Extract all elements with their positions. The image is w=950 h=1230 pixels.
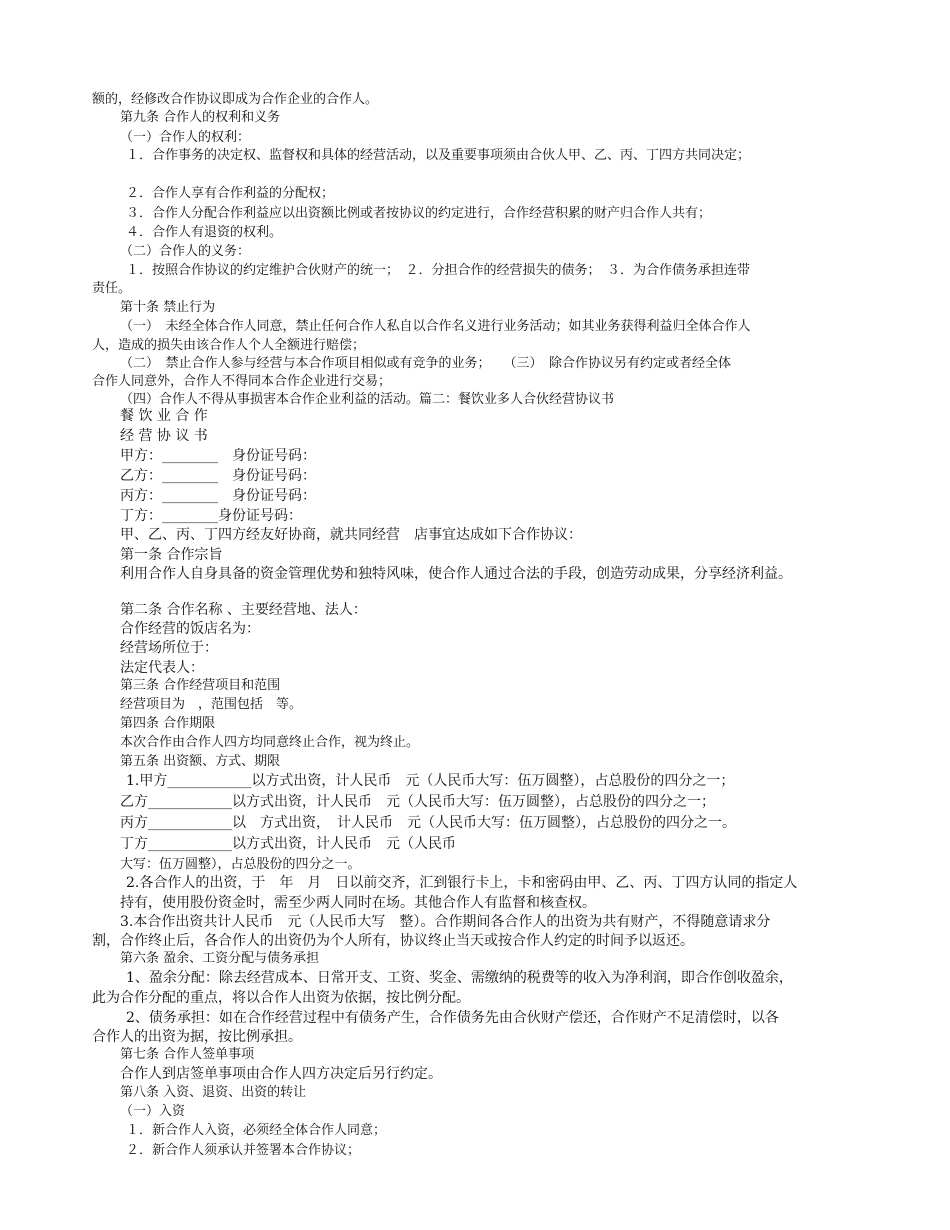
section-heading: 第九条 合作人的权利和义务 [120,110,281,125]
text-line: 大写：伍万圆整），占总股份的四分之一。 [120,857,361,872]
text-line: 利用合作人自身具备的资金管理优势和独特风味，使合作人通过合法的手段，创造劳动成果，分享经济利益。 [120,566,792,582]
text-line: １．合作事务的决定权、监督权和具体的经营活动，以及重要事项须由合伙人甲、乙、丙、丁四方共同决定； [126,148,751,163]
document-title-line2: 经 营 协 议 书 [120,428,208,444]
text-line: 额的，经修改合作协议即成为合作企业的合作人。 [92,92,379,107]
document-title-line1: 餐 饮 业 合 作 [120,408,208,424]
subsection-heading: （二）合作人的义务： [120,244,251,259]
text-line: 2、债务承担：如在合作经营过程中有债务产生，合作债务先由合伙财产偿还，合作财产不足清偿时，以各 [126,1010,779,1026]
text-line: 1、盈余分配：除去经营成本、日常开支、工资、奖金、需缴纳的税费等的收入为净利润，即合作创收盈余， [126,970,793,986]
section-heading: 第八条 入资、退资、出资的转让 [120,1085,307,1100]
text-line: 合作人到店签单事项由合作人四方决定后另行约定。 [120,1066,442,1082]
text-line: ４．合作人有退资的权利。 [126,225,283,240]
text-line: 合作人的出资为据，按比例承担。 [92,1029,302,1045]
text-line: 经营项目为 ，范围包括 等。 [120,697,303,712]
text-line: 割，合作终止后，各合作人的出资仍为个人所有，协议终止当天或按合作人约定的时间予以返还。 [92,933,694,949]
text-line: （一） 未经全体合作人同意，禁止任何合作人私自以合作名义进行业务活动；如其业务获得利益归全体合作人 [120,319,751,334]
section-heading: 第二条 合作名称 、主要经营地、法人： [120,602,367,618]
text-line: 3.本合作出资共计人民币 元（人民币大写 整）。合作期间各合作人的出资为共有财产，不得随意请求分 [120,914,771,930]
section-heading: 第四条 合作期限 [120,716,216,731]
text-line: 合作人同意外，合作人不得同本合作企业进行交易； [92,374,392,389]
subsection-heading: （一）入资 [120,1104,186,1119]
text-line: 合作经营的饭店名为： [120,621,260,637]
text-line: １．按照合作协议的约定维护合伙财产的统一； ２．分担合作的经营损失的债务； ３．为合作债务承担连带 [126,263,751,278]
party-jia: 甲方：________ 身份证号码： [120,448,316,464]
text-line: 责任。 [92,281,132,296]
section-heading: 第七条 合作人签单事项 [120,1047,255,1062]
text-line: 1.甲方____________以方式出资，计人民币 元（人民币大写：伍万圆整），占总股份的四分之一； [126,773,735,789]
text-line: 丙方____________以 方式出资， 计人民币 元（人民币大写：伍万圆整），占总股份的四分之一。 [120,815,736,831]
text-line: 经营场所位于： [120,640,218,656]
subsection-heading: （一）合作人的权利： [120,130,251,145]
section-heading: 第三条 合作经营项目和范围 [120,678,281,693]
text-line: 丁方____________以方式出资，计人民币 元（人民币 [120,836,456,852]
text-line: （二） 禁止合作人参与经营与本合作项目相似或有竞争的业务； （三） 除合作协议另有约定或者经全体 [120,356,732,371]
text-line: ２．合作人享有合作利益的分配权； [126,186,335,201]
section-heading: 第五条 出资额、方式、期限 [120,754,281,769]
section-heading: 第十条 禁止行为 [120,300,216,315]
party-ding: 丁方：________身份证号码： [120,508,302,524]
section-heading: 第一条 合作宗旨 [120,547,223,563]
text-line: １．新合作人入资，必须经全体合作人同意； [126,1123,387,1138]
party-bing: 丙方：________ 身份证号码： [120,488,316,504]
section-heading: 第六条 盈余、工资分配与债务承担 [120,951,320,966]
party-yi: 乙方：________ 身份证号码： [120,468,316,484]
text-line: （四）合作人不得从事损害本合作企业利益的活动。篇二：餐饮业多人合伙经营协议书 [120,392,615,407]
text-line: 2.各合作人的出资，于 年 月 日以前交齐，汇到银行卡上，卡和密码由甲、乙、丙、丁四方认同的指定人 [126,875,798,891]
text-line: 此为合作分配的重点，将以合作人出资为依据，按比例分配。 [92,990,470,1006]
text-line: 人，造成的损失由该合作人个人全额进行赔偿； [92,338,366,353]
text-line: 乙方____________以方式出资，计人民币 元（人民币大写：伍万圆整），占总股份的四分之一； [120,794,715,810]
text-line: 法定代表人： [120,660,204,676]
text-line: ３．合作人分配合作利益应以出资额比例或者按协议的约定进行，合作经营积累的财产归合作人共有； [126,206,712,221]
text-line: 甲、乙、丙、丁四方经友好协商，就共同经营 店事宜达成如下合作协议： [120,527,582,543]
text-line: ２．新合作人须承认并签署本合作协议； [126,1143,361,1158]
text-line: 本次合作由合作人四方均同意终止合作，视为终止。 [120,735,420,750]
text-line: 持有，使用股份资金时，需至少两人同时在场。其他合作人有监督和核查权。 [120,895,596,911]
